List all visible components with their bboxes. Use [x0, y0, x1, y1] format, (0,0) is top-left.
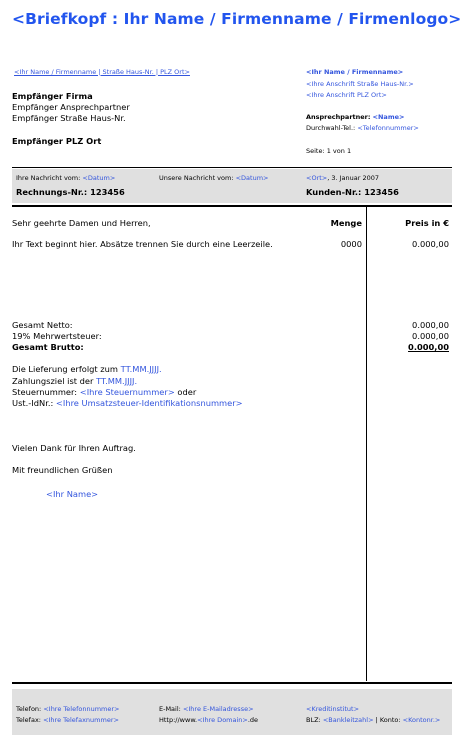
net-total-value: 0.000,00: [412, 320, 449, 330]
divider-ref: [12, 205, 452, 207]
footer-phone-label: Telefon:: [16, 705, 42, 713]
payment-date: TT.MM.JJJJ.: [96, 376, 138, 386]
footer-web-prefix: Http://www.: [159, 716, 198, 724]
column-header-quantity: Menge: [330, 218, 362, 228]
footer-account-value: <Kontonr.>: [402, 716, 441, 724]
vat-value: 0.000,00: [412, 331, 449, 341]
column-divider: [366, 207, 367, 681]
footer-account-label: | Konto:: [373, 716, 403, 724]
net-total-label: Gesamt Netto:: [12, 320, 73, 330]
letterhead-title: <Briefkopf : Ihr Name / Firmenname / Firmenlogo>: [12, 10, 462, 28]
recipient-city: Empfänger PLZ Ort: [12, 136, 102, 146]
vat-id-label: Ust.-IdNr.:: [12, 398, 56, 408]
gross-total-value: 0.000,00: [408, 342, 449, 352]
column-header-price: Preis in €: [405, 218, 449, 228]
payment-label: Zahlungsziel ist der: [12, 376, 97, 386]
footer-email-value: <Ihre E-Mailadresse>: [182, 705, 254, 713]
phone-value: <Telefonnummer>: [357, 124, 419, 132]
item-price: 0.000,00: [412, 239, 449, 249]
delivery-date: TT.MM.JJJJ.: [120, 364, 162, 374]
body-text: Ihr Text beginnt hier. Absätze trennen Sie durch eine Leerzeile.: [12, 239, 273, 249]
tax-number-label: Steuernummer:: [12, 387, 80, 397]
footer-web-suffix: .de: [247, 716, 259, 724]
place: <Ort>: [306, 174, 328, 182]
footer-bank: <Kreditinstitut>: [306, 705, 360, 713]
sender-city: <Ihre Anschrift PLZ Ort>: [306, 91, 387, 99]
contact-label: Ansprechpartner:: [306, 113, 371, 121]
footer-phone-value: <Ihre Telefonnummer>: [43, 705, 120, 713]
vat-id-value: <Ihre Umsatzsteuer-Identifikationsnummer>: [55, 398, 243, 408]
recipient-company: Empfänger Firma: [12, 91, 93, 101]
customer-number: Kunden-Nr.: 123456: [306, 187, 399, 197]
signature-name: <Ihr Name>: [46, 489, 99, 499]
footer-blz-value: <Bankleitzahl>: [322, 716, 374, 724]
divider-footer: [12, 682, 452, 684]
invoice-number: Rechnungs-Nr.: 123456: [16, 187, 125, 197]
regards-text: Mit freundlichen Grüßen: [12, 465, 113, 475]
sender-street: <Ihre Anschrift Straße Haus-Nr.>: [306, 80, 414, 88]
sender-return-line: <Ihr Name / Firmenname | Straße Haus-Nr. | PLZ Ort>: [14, 68, 190, 76]
recipient-contact: Empfänger Ansprechpartner: [12, 102, 130, 112]
vat-label: 19% Mehrwertsteuer:: [12, 331, 102, 341]
your-message-label: Ihre Nachricht vom:: [16, 174, 81, 182]
tax-number-suffix: oder: [174, 387, 197, 397]
gross-total-label: Gesamt Brutto:: [12, 342, 84, 352]
tax-number-value: <Ihre Steuernummer>: [79, 387, 175, 397]
delivery-label: Die Lieferung erfolgt zum: [12, 364, 121, 374]
item-quantity: 0000: [340, 239, 362, 249]
our-message-date: <Datum>: [235, 174, 269, 182]
recipient-street: Empfänger Straße Haus-Nr.: [12, 113, 126, 123]
greeting: Sehr geehrte Damen und Herren,: [12, 218, 151, 228]
footer-fax-label: Telefax:: [16, 716, 41, 724]
divider-top: [12, 167, 452, 168]
page-number: Seite: 1 von 1: [306, 147, 352, 155]
date: , 3. Januar 2007: [327, 174, 380, 182]
sender-name: <Ihr Name / Firmenname>: [306, 68, 404, 76]
footer-blz-label: BLZ:: [306, 716, 321, 724]
your-message-date: <Datum>: [82, 174, 116, 182]
footer-email-label: E-Mail:: [159, 705, 181, 713]
phone-label: Durchwahl-Tel.:: [306, 124, 356, 132]
footer-web-value: <Ihre Domain>: [197, 716, 248, 724]
contact-value: <Name>: [372, 113, 405, 121]
our-message-label: Unsere Nachricht vom:: [159, 174, 234, 182]
thanks-text: Vielen Dank für Ihren Auftrag.: [12, 443, 136, 453]
footer-fax-value: <Ihre Telefaxnummer>: [43, 716, 119, 724]
